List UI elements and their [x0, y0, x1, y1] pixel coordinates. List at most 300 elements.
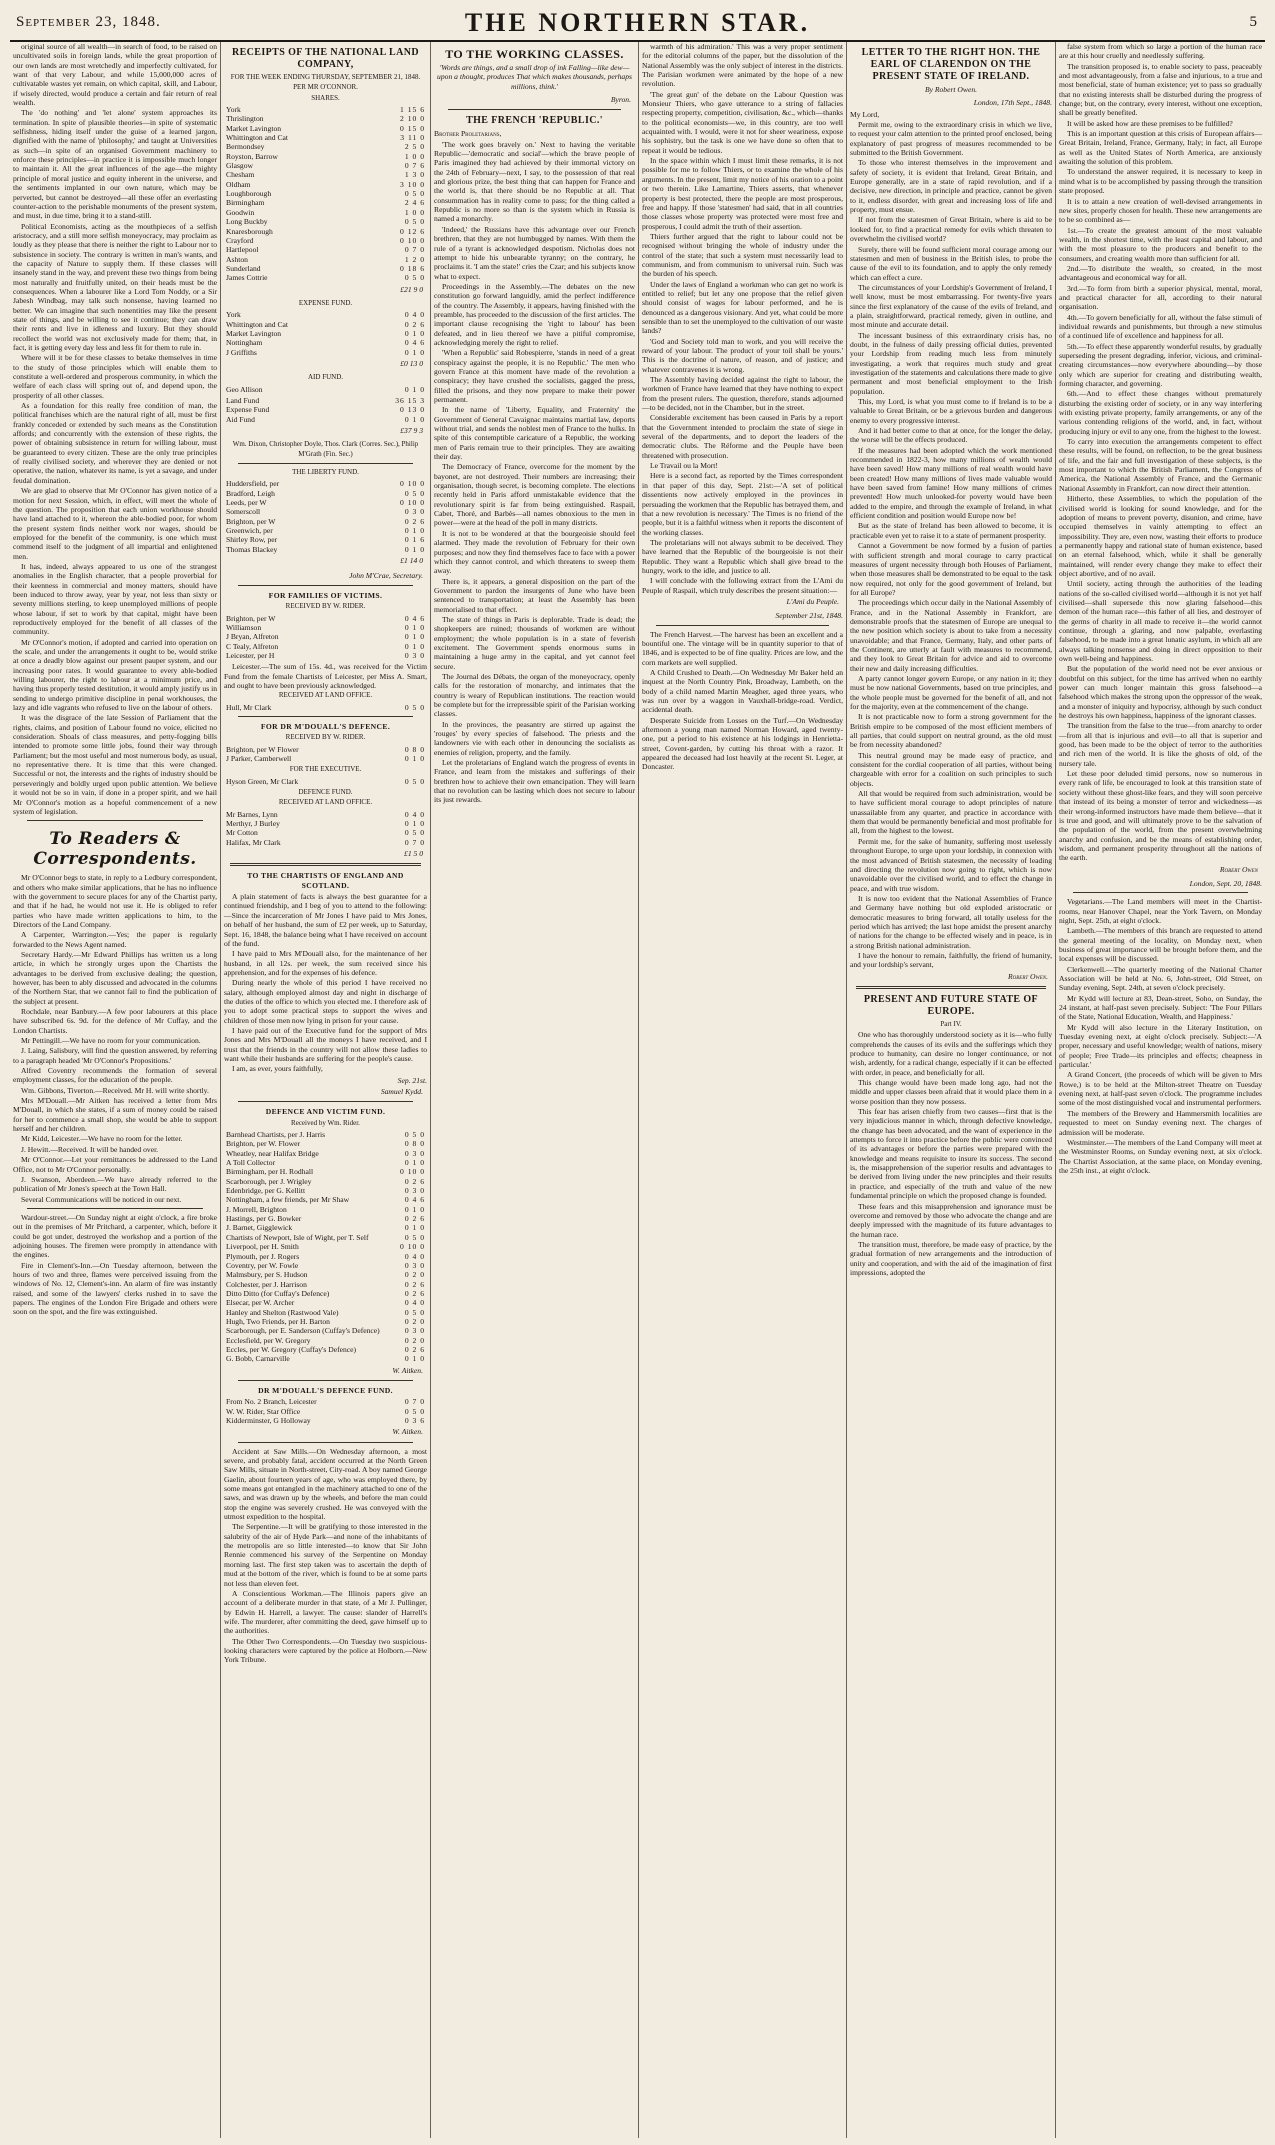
paragraph: To those who interest themselves in the improvement and safety of society, it is evident that Ireland, Great Britain, and Europe generally, are in a state of rapid revolution, and if a decisive, new direction, in principle and practice, cannot be given to it, endless disorder, with great and increasing loss of life and property, must ensue. — [850, 158, 1052, 215]
notice-item: Alfred Coventry recommends the formation of several employment classes, for the education of the people. — [13, 1066, 217, 1085]
list-item — [224, 1280, 427, 1289]
list-item — [224, 1242, 427, 1251]
article-dateline: London, Sept. 20, 1848. — [1189, 878, 1262, 888]
list-item-amount: 0 5 0 — [404, 488, 425, 498]
paragraph: Thiers further argued that the right to labour could not be recognised without bringing the whole of industry under the control of the state; that such a system must necessarily lead to communism, and from communism to universal ruin. Such was the burden of his speech. — [642, 231, 843, 279]
list-item-label: G. Bobb, Carnarville — [226, 1354, 290, 1364]
list-item — [224, 198, 427, 207]
shares-subhead: SHARES. — [311, 93, 340, 102]
notice-item: Westminster.—The members of the Land Company will meet at the Westminster Rooms, on Sunday evening next, at six o'clock. The Chartist Association, at the same place, on Monday evening, the 25th inst., at eight o'clock. — [1059, 1137, 1262, 1175]
receipts-subheading: FOR THE WEEK ENDING THURSDAY, SEPTEMBER 21, 1848. — [230, 73, 421, 81]
paragraph: 5th.—To effect these apparently wonderful results, by gradually superseding the present degrading, inferior, vicious, and criminal-creating circumstances—now everywhere abounding—by those only which are superior for creating and distributing wealth, forming character, and governing. — [1059, 341, 1262, 389]
list-item — [224, 124, 427, 133]
list-item — [224, 161, 427, 170]
paragraph: The Democracy of France, overcome for the moment by the bayonet, are not destroyed. Their numbers are increasing; their organisation, though secret, is becoming complete. The elections recently held in Paris afford unmistakable evidence that the revolutionary spirit is far from being extinguished. Raspail, Cabet, Thoré, and Barbès—all names obnoxious to the men in power—were at the head of the poll in many districts. — [434, 462, 635, 528]
issue-date: September 23, 1848. — [16, 14, 161, 30]
list-item-amount: 0 5 0 — [404, 776, 425, 786]
defence-heading: FOR DR M'DOUALL'S DEFENCE. — [260, 721, 391, 731]
paragraph: 3rd.—To form from birth a superior physical, mental, moral, and practical character for all, according to their natural organisation. — [1059, 283, 1262, 312]
list-item — [224, 754, 427, 763]
list-item-label: James Cottrie — [226, 273, 268, 283]
list-item-label: Scarborough, per E. Sanderson (Cuffay's Defence) — [226, 1326, 380, 1336]
list-item — [224, 1326, 427, 1335]
republic-heading: THE FRENCH 'REPUBLIC.' — [466, 115, 603, 127]
notice-item: Mrs M'Douall.—Mr Aitken has received a letter from Mrs M'Douall, in which she states, if a sum of money could be raised for her to commence a small shop, she would be able to support herself and her children. — [13, 1096, 217, 1134]
list-item-amount: 0 7 0 — [404, 245, 425, 255]
paragraph: Permit me, for the sake of humanity, suffering most uselessly throughout Europe, to urge upon your lordship, in connexion with the most advanced of British statesmen, the necessity of leading and directing the revolution now going to right, which is now unavoidable over the civilised world, and to effect the change in peace, and with true wisdom. — [850, 836, 1052, 893]
list-item — [224, 396, 427, 405]
list-item — [224, 217, 427, 226]
editorial-article — [13, 42, 217, 816]
paragraph: Until society, acting through the authorities of the leading nations of the so-called civilised world—although it is not yet half civilised—shall supersede this now glaring falsehood—this demon of the human race—this father of all lies, and destroyer of the germs of charity in all made to receive it—the world cannot continue, through a glaring, and now palpable, everlasting falsehood, to be made into a great lunatic asylum, in which all are always talking nonsense and doing in direct opposition to their own well-being and happiness. — [1059, 579, 1262, 663]
notice-item: Mr O'Connor.—Let your remittances be addressed to the Land Office, not to Mr O'Connor personally. — [13, 1155, 217, 1174]
list-item — [224, 273, 427, 282]
families-office-list — [224, 703, 427, 712]
summary-total: £37 9 3 — [400, 426, 423, 436]
list-item-label: Oldham — [226, 179, 251, 189]
list-item-label: Plymouth, per J. Rogers — [226, 1251, 300, 1261]
list-item-label: Mr Barnes, Lynn — [226, 809, 278, 819]
list-item — [224, 189, 427, 198]
paragraph: Political Economists, acting as the mouthpieces of a selfish aristocracy, and a still more selfish moneyocracy, may proclaim as loudly as they please that there is neither the right to Labour nor to subsistence in society. The contrary is written in man's wants, and the capacity of Nature to supply them. If these classes will insanely stand in the way, and prevent these two things from being most naturally and fruitfully united, on their heads must be the consequences. When a labourer like a Lord Tom Noddy, or a Sir Jabesh Windbag, may talk such nonsense, having learned no better. We can imagine that such nonentities may like the present state of things, and be willing to see it continue; they can draw their rents and live in idleness and luxury. But they should recollect the world was not exclusively made for them; that, in fact, it is getting every day less and less fit for them to rule in. — [13, 221, 217, 352]
list-item-amount: 2 4 6 — [404, 198, 425, 208]
list-item-label: Aid Fund — [226, 414, 255, 424]
list-item — [224, 777, 427, 786]
paragraph: The 'do nothing' and 'let alone' system approaches its termination. In spite of plausible theories—in spite of systematic selfishness, hiding itself under the guise of a learned jargon, dignified with the name of 'philosophy,' and taught at Universities as such—in spite of an organised Government machinery to enforce these principles—in practice it is impossible much longer to maintain it. All the great influences of the age—the mighty principle of moral justice and equity inherent in the universe, and the sentiments implanted in our own nature, which may be perverted, but cannot be destroyed—all these offer an everlasting counter-action to the perishable monuments of the present system, and must, in due time, bring it to a stand-still. — [13, 108, 217, 221]
list-item — [224, 236, 427, 245]
list-item-amount: 0 1 0 — [404, 819, 425, 829]
column-5 — [846, 42, 1055, 2138]
list-item — [224, 1252, 427, 1261]
list-item-label: Williamson — [226, 622, 262, 632]
list-item-amount: 0 3 0 — [404, 1326, 425, 1336]
list-item-amount: 0 4 0 — [404, 809, 425, 819]
list-item-label: Ashton — [226, 254, 248, 264]
paragraph: It is to attain a new creation of well-devised arrangements in new sites, properly chosen for health. These new arrangements are to be so combined as— — [1059, 196, 1262, 225]
paragraph: false system from which so large a portion of the human race are at this hour cruelly and needlessly suffering. — [1059, 42, 1262, 61]
list-item-label: Whittington and Cat — [226, 319, 289, 329]
mdouall-list — [224, 1397, 427, 1425]
paragraph: This is an important question at this crisis of European affairs—Great Britain, Ireland, France, Germany, Italy; in fact, all Europe as well as the United States of North America, are anxiously awaiting the solution of this problem. — [1059, 129, 1262, 167]
list-item — [224, 1130, 427, 1139]
list-item-amount: 0 1 6 — [404, 535, 425, 545]
list-item-label: J. Barnet, Gigglewick — [226, 1223, 293, 1233]
list-item-amount: 0 5 0 — [404, 1406, 425, 1416]
list-item — [224, 1177, 427, 1186]
notice-item: Clerkenwell.—The quarterly meeting of the National Charter Association will be held at No. 6, John-street, Old Street, on Sunday evening, Sept. 24th, at seven o'clock precisely. — [1059, 964, 1262, 993]
paragraph: Considerable excitement has been caused in Paris by a report that the Government intended to proclaim the state of siege in several of the departments, and to deport the leaders of the democratic clubs. The Réforme and the Peuple have been threatened with prosecution. — [642, 413, 843, 460]
list-item — [224, 320, 427, 329]
list-item-amount: 0 8 0 — [404, 1139, 425, 1149]
list-item — [224, 170, 427, 179]
list-item-label: Huddersfield, per — [226, 479, 280, 489]
list-item — [224, 489, 427, 498]
list-item — [224, 1167, 427, 1176]
newspaper-title: THE NORTHERN STAR. — [464, 8, 811, 37]
news-item: Accident at Saw Mills.—On Wednesday afternoon, a most severe, and probably fatal, accident occurred at the North Green Saw Mills, situate in North-street, City-road. A boy named George Gaelin, about fourteen years of age, who was employed there, by some means got entangled in the machinery attached to one of the saws, and was drawn up by the wheels, and before the man could stop the engine was severely crushed. He was conveyed with the utmost expedition to the hospital. — [224, 1446, 427, 1522]
paragraph: 6th.—And to effect these changes without prematurely disturbing the existing order of society, or in any way interfering with existing private property, family arrangements, or any of the various contending religions of the world, and, in fact, without producing injury or evil to any one, from the highest to the lowest. — [1059, 389, 1262, 436]
list-item-label: Merthyr, J Burley — [226, 819, 280, 829]
paragraph: I am, as ever, yours faithfully, — [232, 1064, 323, 1074]
mdouall-heading: DR M'DOUALL'S DEFENCE FUND. — [258, 1385, 393, 1395]
republic-article-continued — [642, 42, 843, 595]
paragraph: Where will it be for these classes to betake themselves in time to the study of those principles which will enable them to constitute a well-ordered and prosperous community, in which the welfare of each class will spring out of, and depend upon, the prosperity of all other classes. — [13, 353, 217, 400]
paragraph: A party cannot longer govern Europe, or any nation in it; they must be now national Governments, based on true principles, and the whole people must be governed for the benefit of all, and not for the majority, even at the commencement of the change. — [850, 673, 1052, 711]
list-item-label: Loughborough — [226, 189, 272, 199]
shares-list — [224, 105, 427, 283]
list-item — [224, 329, 427, 338]
paragraph: I have the honour to remain, faithfully, the friend of humanity, and your lordship's servant, — [850, 950, 1052, 970]
families-note: Leicester.—The sum of 15s. 4d., was received for the Victim Fund from the female Chartists of Leicester, per Miss A. Smart, and ought to have been previously acknowledged. — [224, 662, 427, 690]
paragraph: original source of all wealth—in search of food, to be raised on uncultivated soils in foreign lands, while the great proportion of our own lands are most wretchedly and imperfectly cultivated, for want of that very Labour, and while 15,000,000 acres of cultivatable wastes yet remain, on which capital, skill, and Labour, if wisely directed, would produce a certain and fair return of real wealth. — [13, 42, 217, 108]
defence-fund-list — [224, 810, 427, 847]
paragraph: The circumstances of your Lordship's Government of Ireland, I well know, must be most embarrassing. For twenty-five years since the first explanatory of the cause of the evils of Ireland, and a plain, straightforward, practical remedy, given in outline, and most minute and accurate detail. — [850, 282, 1052, 330]
letter-signature: Robert Owen. — [1007, 971, 1048, 981]
future-article-continued — [1059, 42, 1262, 863]
paragraph: We are glad to observe that Mr O'Connor has given notice of a motion for next Session, which, in effect, will meet the whole of the question. The proposition that each union workhouse should have land attached to it, whereon the able-bodied poor, for whom the present system finds neither work nor wages, should be employed for the benefit of the community, is one which must commend itself to the judgment of all impartial and enlightened men. — [13, 486, 217, 561]
paragraph: As a foundation for this really free condition of man, the political franchises which are the natural right of all, must be first frankly conceded or extended by such means as the Constitution affords; and concurrently with the extension of these rights, the power of obtaining subsistence in return for willing labour, must be guaranteed to every citizen. These are the only true principles of really civilised society, and wherever they are denied or not operative, the nation, whatever its name, is yet a savage, and under feudal domination. — [13, 401, 217, 485]
list-item-amount: 2 5 0 — [404, 142, 425, 152]
quote-signature: L'Ami du Peuple. — [786, 596, 839, 606]
column-2 — [220, 42, 430, 2138]
list-item-label: Geo Allison — [226, 384, 263, 394]
paragraph: 'Indeed,' the Russians have this advantage over our French brethren, that they are not humbugged by names. With them the rule of a tyrant is acknowledged despotism. Nicholas does not attempt to hide his unbearable tyranny; on the contrary, he proclaims it. 'I am the state!' cries the Czar; and his subjects know what to expect. — [434, 224, 635, 281]
list-item-amount: 3 11 0 — [400, 133, 425, 143]
list-item — [224, 1149, 427, 1158]
list-item — [224, 1407, 427, 1416]
list-item-label: Ditto Ditto (for Cuffay's Defence) — [226, 1288, 330, 1298]
aid-list — [224, 385, 427, 394]
list-item-amount: 0 3 0 — [404, 1148, 425, 1158]
victim-signature: W. Aitken. — [392, 1365, 423, 1375]
list-item — [224, 838, 427, 847]
paragraph: Mr O'Connor's motion, if adopted and carried into operation on the scale, and under the arrangements it ought to be, would strike at once a deadly blow against our present pauper system, and our increasing poor rates. It would guarantee to every able-bodied willing labourer, the right to labour at a minimum price, and having thus properly tested destitution, it would amply justify us in sending to undergo primitive discipline in penal workhouses, the lazy and idle vagrants who refused to live on the labour of others. — [13, 637, 217, 713]
list-item — [224, 1214, 427, 1223]
list-item-amount: 0 4 0 — [404, 1298, 425, 1308]
list-item-label: York — [226, 105, 241, 115]
list-item — [224, 498, 427, 507]
list-item — [224, 810, 427, 819]
paragraph: I have paid out of the Executive fund for the support of Mrs Jones and Mrs M'Douall all the moneys I have received, and I trust that the friends in the country will not allow these ladies to want while their husbands are suffering for the people's cause. — [224, 1025, 427, 1063]
paragraph: In the space within which I must limit these remarks, it is not possible for me to follow Thiers, or to examine the whole of his arguments. In the present, limit my notice of his oration to a point or two therein. Like Lamartine, Thiers asserts, that whenever property is best protected, there the people are most prosperous, free and happy. If those 'statesmen' had said, that in all countries those classes whose property was protected were most free and prosperous, I could admit the truth of their assertion. — [642, 156, 843, 231]
working-classes-heading: TO THE WORKING CLASSES. — [445, 47, 624, 61]
letter-body — [850, 120, 1052, 970]
list-item-amount: 0 4 0 — [404, 310, 425, 320]
defence-fund-label: DEFENCE FUND. — [298, 788, 353, 797]
paragraph: If not from the statesmen of Great Britain, where is aid to be looked for, to find a practical remedy for evils which threaten to overwhelm the civilised world? — [850, 215, 1052, 244]
paragraph: There is, it appears, a general disposition on the part of the Government to pardon the insurgents of June who have been sentenced to transportation; at least the Assembly has been memorialised to that effect. — [434, 576, 635, 614]
letter-heading: LETTER TO THE RIGHT HON. THE EARL OF CLARENDON ON THE PRESENT STATE OF IRELAND. — [861, 47, 1041, 82]
list-item — [224, 105, 427, 114]
list-item-amount: 0 10 0 — [400, 1242, 425, 1252]
list-item-amount: 0 7 6 — [404, 161, 425, 171]
letter-salutation: My Lord, — [850, 109, 880, 119]
list-item — [224, 1223, 427, 1232]
list-item-label: Halifax, Mr Clark — [226, 837, 281, 847]
notice-item: Secretary Hardy.—Mr Edward Phillips has written us a long article, in which he strongly urges upon the Chartists the advantages to be derived from exclusive dealing; the question, however, has been to ably discussed and advocated in the columns of the Northern Star, that we cannot fail to find the publication of the subject at present. — [13, 949, 217, 1006]
list-item-amount: 0 1 0 — [404, 414, 425, 424]
list-item-amount: 0 2 6 — [404, 1214, 425, 1224]
families-office: RECEIVED AT LAND OFFICE. — [278, 691, 373, 700]
news-item: The Serpentine.—It will be gratifying to those interested in the salubrity of the air of Hyde Park—and none of the inhabitants of the metropolis are so little interested—to know that Sir John Rennie commenced his survey of the Serpentine on Monday morning last. The first step taken was to ascertain the depth of mud at the bottom of the river, which is found to be at some parts not less than eleven feet. — [224, 1522, 427, 1588]
column-1 — [10, 42, 220, 2138]
list-item-label: Somerscoll — [226, 507, 261, 517]
notice-item: Mr Kydd will lecture at 83, Dean-street, Soho, on Sunday, the 24 instant, at half-past seven precisely. Subject: 'The Four Pillars of the State, National Education, Wealth, and Happiness.' — [1059, 993, 1262, 1022]
list-item — [224, 1261, 427, 1270]
list-item-amount: 0 5 0 — [404, 217, 425, 227]
list-item-label: W. W. Rider, Star Office — [226, 1406, 301, 1416]
defence-sub: RECEIVED BY W. RIDER. — [285, 733, 366, 742]
list-item-label: Land Fund — [226, 396, 260, 405]
paragraph: It is not practicable now to form a strong government for the British empire to be composed of the most efficient members of all parties, that could support on neutral ground, as the old must be from necessity abandoned? — [850, 712, 1052, 750]
paragraph: The Assembly having decided against the right to labour, the workmen of France have learned that they have nothing to expect from the present rulers. The question, therefore, stands adjourned—to be decided, not in the Chamber, but in the street. — [642, 375, 843, 413]
paragraph: It was the disgrace of the late Session of Parliament that the rights, claims, and position of Labour found no voice, elicited no consideration. Shoals of class measures, and petty-fogging bills intended to promote some little jobs, found their way through Parliament; but the most useful and most numerous body, as usual, no representative there. It is time that this were changed. Successful or not, the interests and the rights of industry should be perseveringly and boldly urged upon public attention. We believe it would not be so in vain, if done in a proper spirit, and we hail Mr O'Connor's motion as a hopeful commencement of a new system of legislation. — [13, 713, 217, 816]
list-item-amount: 0 5 0 — [404, 1307, 425, 1317]
list-item-label: C Tealy, Alfreton — [226, 641, 279, 651]
news-item: Desperate Suicide from Losses on the Turf.—On Wednesday afternoon a young man named Norman Howard, aged twenty-one, put a period to his existence at his lodgings in Henrietta-street, Covent-garden, by cutting his throat with a razor. It appeared the deceased had lost heavily at the recent St. Leger, at Doncaster. — [642, 715, 843, 772]
executive-heading: FOR THE EXECUTIVE. — [289, 765, 362, 774]
list-item: Hull, Mr Clark 0 5 0 — [226, 702, 425, 712]
list-item-amount: 0 10 0 — [400, 498, 425, 508]
list-item-label: Nottingham, a few friends, per Mr Shaw — [226, 1195, 350, 1205]
list-item-amount: 0 2 6 — [404, 1279, 425, 1289]
list-item — [224, 1195, 427, 1204]
list-item-label: Chartists of Newport, Isle of Wight, per T. Self — [226, 1232, 369, 1242]
paragraph: Proceedings in the Assembly.—The debates on the new constitution go forward languidly, amid the perfect indifference of the country. The Assembly, it appears, having finished with the preamble, has proceeded to the discussion of the first articles. The important clause recognising the 'right to labour' has been defeated, and in lieu thereof we have a pitiful compromise, acknowledging merely the right to relief. — [434, 281, 635, 347]
list-item-amount: 0 1 0 — [404, 632, 425, 642]
list-item-label: Hastings, per G. Bowker — [226, 1214, 302, 1224]
list-item-label: York — [226, 310, 241, 320]
paragraph: But the population of the world need not be ever anxious or doubtful on this subject, for the time has arrived when no earthly power can much longer maintain this gross falsehood—a falsehood which makes the strong upon the oppressor of the weak, and a monster of iniquity and hypocrisy, although by such conduct he destroys his own happiness, happiness of the ignorant classes. — [1059, 664, 1262, 721]
news-item: A Child Crushed to Death.—On Wednesday Mr Baker held an inquest at the North Country Pink, Broadway, Lambeth, on the body of a child named Martin Meagher, aged three years, who was run over by a waggon in Vauxhall-bridge-road. Verdict, accidental death. — [642, 668, 843, 715]
list-item — [224, 208, 427, 217]
list-item-amount: 0 1 0 — [404, 1204, 425, 1214]
list-item-amount: 0 5 0 — [404, 828, 425, 838]
closing-news — [13, 1213, 217, 1317]
list-item-amount: 0 1 0 — [404, 1158, 425, 1168]
letter-byline: By Robert Owen. — [924, 85, 978, 94]
list-item-amount: 2 10 0 — [400, 114, 425, 124]
epigraph-source: Byron. — [610, 95, 631, 105]
list-item — [224, 535, 427, 544]
epigraph: 'Words are things, and a small drop of ink Falling—like dew—upon a thought, produces That which makes thousands, perhaps millions, think.' — [437, 63, 632, 91]
list-item-amount: 3 10 0 — [400, 179, 425, 189]
notice-item: Mr Pettingill.—We have no room for your communication. — [21, 1036, 201, 1046]
paragraph: 'God and Society told man to work, and you will receive the reward of your labour. The product of your toil shall be yours.' This is the doctrine of nature, of reason, and of justice; and whatever contravenes it is wrong. — [642, 336, 843, 374]
list-item-amount: 0 8 0 — [404, 744, 425, 754]
article-signature: Robert Owen — [1219, 864, 1258, 874]
quote-date: September 21st, 1848. — [775, 611, 843, 621]
list-item-label: Leicester, per H — [226, 650, 275, 660]
list-item-label: Malmsbury, per S. Hudson — [226, 1270, 308, 1280]
aid-label: AID FUND. — [308, 373, 343, 382]
list-item-amount: 0 10 0 — [400, 235, 425, 245]
signatories: Wm. Dixon, Christopher Doyle, Thos. Clark (Corres. Sec.), Philip M'Grath (Fin. Sec.) — [232, 440, 419, 458]
list-item-label: Hugh, Two Friends, per H. Barton — [226, 1316, 330, 1326]
victim-list — [224, 1130, 427, 1364]
list-item-amount: 0 5 0 — [404, 1232, 425, 1242]
list-item-label: Hartlepool — [226, 245, 259, 255]
chartists-date: Sep. 21st. — [397, 1075, 427, 1085]
list-item-label: From No. 2 Branch, Leicester — [226, 1397, 317, 1407]
page-number: 5 — [1249, 14, 1257, 30]
list-item — [224, 180, 427, 189]
list-item-label: Expense Fund — [226, 405, 270, 415]
paragraph: The transition proposed is, to enable society to pass, peaceably and most advantageously, from a false and injurious, to a true and most beneficial, state of human existence; yet to pass so gradually that no existing interests shall be disturbed during the progress of change; but, on the contrary, every interest, without one exception, shall be greatly benefited. — [1059, 61, 1262, 118]
list-item-amount: 0 10 0 — [400, 1167, 425, 1177]
list-item-label: A Toll Collector — [226, 1158, 276, 1168]
notice-item: Vegetarians.—The Land members will meet in the Chartist-rooms, near Hanover Chapel, near the York Tavern, on Monday night, Sept. 25th, at eight o'clock. — [1059, 897, 1262, 925]
list-item — [224, 1397, 427, 1406]
list-item-label: Brighton, per W — [226, 613, 276, 623]
column-6 — [1055, 42, 1265, 2138]
notice-item: Several Communications will be noticed in our next. — [21, 1194, 182, 1204]
notice-item: A Grand Concert, (the proceeds of which will be given to Mrs Rowe,) is to be held at the Milton-street Theatre on Tuesday evening next, at half-past seven o'clock. The programme includes some of the most distinguished vocal and instrumental performers. — [1059, 1070, 1262, 1108]
list-item-label: Coventry, per W. Fowle — [226, 1260, 299, 1270]
paragraph: This fear has arisen chiefly from two causes—first that is the very injudicious manner in which, through defective knowledge, the change has been advocated, and the want of experience in the attempts to force it into practice before the public were convinced of its advantages or before the parties were prepared with the knowledge and means requisite to insure its success. The second is, the misapprehension of the superior results and advantages to be derived from living under the new principles and their results in practice, and especially of the truth and value of the new fundamental principle on which the proposed change is founded. — [850, 1107, 1052, 1201]
notice-item: Wm. Gibbons, Tiverton.—Received. Mr H. will write shortly. — [21, 1085, 209, 1095]
paragraph: One who has thoroughly understood society as it is—who fully comprehends the causes of its evils and the sufferings which they produce to humanity, can desire no longer continuance, or not wish, ardently, for a radical change, especially if it can be effected with order, in peace, and beneficially for all. — [850, 1030, 1052, 1077]
defence-fund-total: £1 5 0 — [404, 849, 423, 859]
paragraph: The incessant business of this extraordinary crisis has, no doubt, in the fulness of daily pressing official duties, prevented your Lordship from reading much less from minutely investigating, a work that requires much study and great investigation of the statements and calculations there made to give permanent and most beneficial employment to the Irish population. — [850, 330, 1052, 396]
paragraph: The transition from the false to the true—from anarchy to order—from all that is injurious and evil—to all that is superior and good, has been made to be the object of terror to the authorities and rich men of the world. It is like the ghosts of old, of the nursery tale. — [1059, 721, 1262, 768]
chartists-letter — [224, 892, 427, 1074]
news-item: The French Harvest.—The harvest has been an excellent and a bountiful one. The vintage will be in quantity superior to that of 1846, and is expected to be of fine quality. Prices are low, and the corn markets are well supplied. — [642, 629, 843, 667]
list-item-amount: 36 15 3 — [395, 396, 425, 405]
list-item-amount: 0 1 0 — [404, 384, 425, 394]
paragraph: Cannot a Government be now formed by a fusion of parties with sufficient strength and moral courage to carry practical measures of urgent necessity through both Houses of Parliament, when those measures shall be demonstrated to be equal to the task now required, not only for the good government of Ireland, but for all Europe? — [850, 541, 1052, 597]
list-item — [224, 507, 427, 516]
list-item-amount: 0 1 0 — [404, 622, 425, 632]
paragraph: Surely, there will be found sufficient moral courage among our statesmen and men of business in the British isles, to probe the cause of the evil to its foundation, and to apply the only remedy which can effect a cure. — [850, 244, 1052, 282]
list-item — [224, 1139, 427, 1148]
paragraph: To carry into execution the arrangements competent to effect these results, will be found, on reflection, to be the great business of life, and the fair and full investigation of these subjects, is the most important to which the British Parliament, the Congress of America, the National Assembly of France, and the Germanic National Assembly in Frankfort, can now direct their attention. — [1059, 437, 1262, 493]
list-item — [224, 1289, 427, 1298]
list-item — [224, 479, 427, 488]
list-item-label: Nottingham — [226, 338, 263, 348]
notice-item: Mr Kidd, Leicester.—We have no room for the letter. — [21, 1134, 183, 1144]
list-item-amount: 0 4 6 — [404, 338, 425, 348]
paragraph: This change would have been made long ago, had not the middle and upper classes been afraid that it would place them in a worse position than they now possess. — [850, 1078, 1052, 1106]
meeting-notices — [1059, 897, 1262, 1175]
list-item — [224, 1416, 427, 1425]
list-item — [224, 1308, 427, 1317]
list-item-amount: 0 1 0 — [404, 526, 425, 536]
list-item-amount: 0 2 0 — [404, 1270, 425, 1280]
paragraph: It has, indeed, always appeared to us one of the strangest anomalies in the English character, that a people proverbial for their keenness in commercial and money matters, should have been induced to throw away, year by year, not less than sixty or seventy millions sterling, to keep unemployed millions of people whose labour, if set to work by that capital, might have been reproductively employed for the benefit of all classes of the community. — [13, 561, 217, 637]
list-item-amount: 0 10 0 — [400, 479, 425, 489]
list-item — [224, 1186, 427, 1195]
list-item-amount: 0 2 6 — [404, 1344, 425, 1354]
paragraph: Under the laws of England a workman who can get no work is entitled to relief; but let any one propose that the relief given should consist of wages for labour performed, and he is denounced as a dangerous visionary. And yet, what could be more sensible than to set the unemployed to the cultivation of our waste lands? — [642, 279, 843, 336]
expense-label: EXPENSE FUND. — [298, 298, 353, 307]
families-heading: FOR FAMILIES OF VICTIMS. — [268, 590, 383, 600]
list-item — [224, 133, 427, 142]
paragraph: Hitherto, these Assemblies, to which the population of the civilised world is looking for sound knowledge, and for the adoption of means to prevent poverty, disunion, and crime, have occupied themselves in vainly attempting to effect an impossibility. They are, even now, wasting their efforts to produce a permanently happy and rational state of human existence, based on an eternal falsehood, which, while it shall be generally maintained, will render every change they make to effect their object abortive, and of no avail. — [1059, 494, 1262, 578]
expense-total: £0 13 0 — [400, 358, 423, 368]
paragraph: It is now too evident that the National Assemblies of France and Germany have nothing but old exploded aristocratic or democratic measures to bring forward, all totally useless for the period which has arrived; the last hope amidst the present anarchy of nations for the change to be effected wisely and in peace, is in a strong British national administration. — [850, 893, 1052, 950]
list-item-label: J Griffiths — [226, 347, 257, 357]
list-item — [224, 142, 427, 151]
victim-heading: DEFENCE AND VICTIM FUND. — [265, 1107, 386, 1117]
list-item-label: Leeds, per W — [226, 498, 267, 508]
paragraph: Permit me, owing to the extraordinary crisis in which we live, to request your calm attention to the printed proof enclosed, being explanatory of past progress of measures recommended to be submitted to the British Government. — [850, 120, 1052, 158]
list-item-amount: 0 2 0 — [404, 1316, 425, 1326]
list-item — [224, 651, 427, 660]
list-item-label: Barnhead Chartists, per J. Harris — [226, 1130, 326, 1140]
chartists-heading: TO THE CHARTISTS OF ENGLAND AND SCOTLAND. — [247, 871, 404, 890]
executive-list — [224, 777, 427, 786]
list-item — [224, 348, 427, 357]
paragraph: If the measures had been adopted which the work mentioned recommended in 1822-3, how many millions of wealth would have been saved! How many millions of real wealth would have been created! How many millions of lives made valuable would have been saved from famine! How many millions of crimes prevented! How much unlooked-for poverty would have been added to the empire, and through the example of Ireland, in what efficient condition and position would Europe now be! — [850, 445, 1052, 521]
list-item — [224, 623, 427, 632]
list-item-label: Market Lavington — [226, 123, 282, 133]
list-item — [224, 1158, 427, 1167]
list-item — [224, 338, 427, 347]
list-item — [224, 1345, 427, 1354]
list-item-amount: 0 2 6 — [404, 319, 425, 329]
list-item-amount: 1 15 6 — [400, 105, 425, 115]
list-item-label: Crayford — [226, 235, 254, 245]
victim-sub: Received by Wm. Rider. — [291, 1118, 360, 1127]
news-item: Wardour-street.—On Sunday night at eight o'clock, a fire broke out in the premises of Mr Pritchard, a carpenter, which, before it could be got under, destroyed the workshop and a portion of the adjoining houses. The firemen were promptly in attendance with the engines. — [13, 1212, 217, 1260]
paragraph: All that would be required from such administration, would be to have sufficient moral courage to adopt principles of nature unassailable from any quarter, and practice in accordance with them that would be permanently beneficial and most profitable for all, from the highest to the lowest. — [850, 789, 1052, 836]
list-item-amount: 0 13 0 — [400, 405, 425, 415]
correspondents-heading: To Readers & Correspondents. — [33, 829, 197, 870]
list-item-label: Wheatley, near Halifax Bridge — [226, 1148, 319, 1158]
list-item-label: Goodwin — [226, 207, 255, 217]
list-item — [224, 632, 427, 641]
list-item-label: Sunderland — [226, 263, 261, 273]
list-item — [224, 114, 427, 123]
news-items — [642, 630, 843, 772]
list-item — [224, 545, 427, 554]
list-item-amount: 1 0 0 — [404, 207, 425, 217]
list-item — [224, 1317, 427, 1326]
summary-list — [224, 396, 427, 424]
list-item-amount: 1 0 0 — [404, 151, 425, 161]
list-item-label: J Bryan, Alfreton — [226, 632, 279, 642]
list-item-amount: 0 1 0 — [404, 328, 425, 338]
paragraph: Here is a second fact, as reported by the Times correspondent in that paper of this day, Sept. 21st:—'A set of political dissentients now actively employed in the provinces in persuading the workmen that the Republic has betrayed them, and that a new revolution is necessary.' The Times is no friend of the people, but it is a faithful witness when it reports the discontent of the working classes. — [642, 471, 843, 537]
list-item — [224, 385, 427, 394]
list-item — [224, 1298, 427, 1307]
paragraph: I have paid to Mrs M'Douall also, for the maintenance of her husband, in all 12s. per week, the sum received since his apprehension, and for the expenses of his defence. — [224, 949, 427, 977]
shares-total: £21 9 0 — [400, 284, 423, 294]
list-item-label: Mr Cotton — [226, 828, 258, 838]
list-item-amount: 0 5 0 — [404, 1130, 425, 1140]
paragraph: The proceedings which occur daily in the National Assembly of France, and in the National Assembly in Frankfort, are demonstrable proofs that the statesmen of Europe are unequal to the new position which society is about to take from a necessity unavoidable; and that France, Germany, Italy, and other parts of the Continent, are utterly at fault with measures to recommend, and they look to Great Britain for advice and aid to overcome their new and daily increasing difficulties. — [850, 598, 1052, 673]
list-item-label: Edenbridge, per G. Kellitt — [226, 1186, 306, 1196]
list-item-amount: 0 3 6 — [404, 1416, 425, 1425]
list-item-label: Liverpool, per H. Smith — [226, 1242, 299, 1252]
paragraph: The proletarians will not always submit to be deceived. They have learned that the Republic of the bourgeoisie is not their Republic. They want a Republic which shall give bread to the hungry, work to the idle, and justice to all. — [642, 537, 843, 575]
list-item-amount: 0 15 0 — [400, 123, 425, 133]
list-item-amount: 0 3 0 — [404, 1260, 425, 1270]
list-item-label: Eccles, per W. Gregory (Cuffay's Defence) — [226, 1344, 357, 1354]
list-item-amount: 0 1 0 — [404, 347, 425, 357]
list-item — [224, 227, 427, 236]
paragraph: I will conclude with the following extract from the L'Ami du Peuple of Raspail, which truly describes the present situation:— — [642, 576, 843, 595]
list-item-label: Bermondsey — [226, 142, 265, 152]
list-item-label: J. Morrell, Brighton — [226, 1204, 287, 1214]
paragraph: These fears and this misapprehension and ignorance must be overcome and removed by those who advocate the change and are deeply impressed with the magnitude of its future advantages to the human race. — [850, 1201, 1052, 1239]
list-item-label: Long Buckby — [226, 217, 268, 227]
list-item — [224, 264, 427, 273]
chartists-signature: Samuel Kydd. — [380, 1087, 423, 1096]
paragraph: warmth of his admiration.' This was a very proper sentiment for the editorial columns of the paper, but the dissolution of the National Assembly was the only subject of interest in the districts. The Parisian workmen were animated by the hope of a new revolution. — [642, 42, 843, 89]
future-part: Part IV. — [940, 1019, 962, 1028]
